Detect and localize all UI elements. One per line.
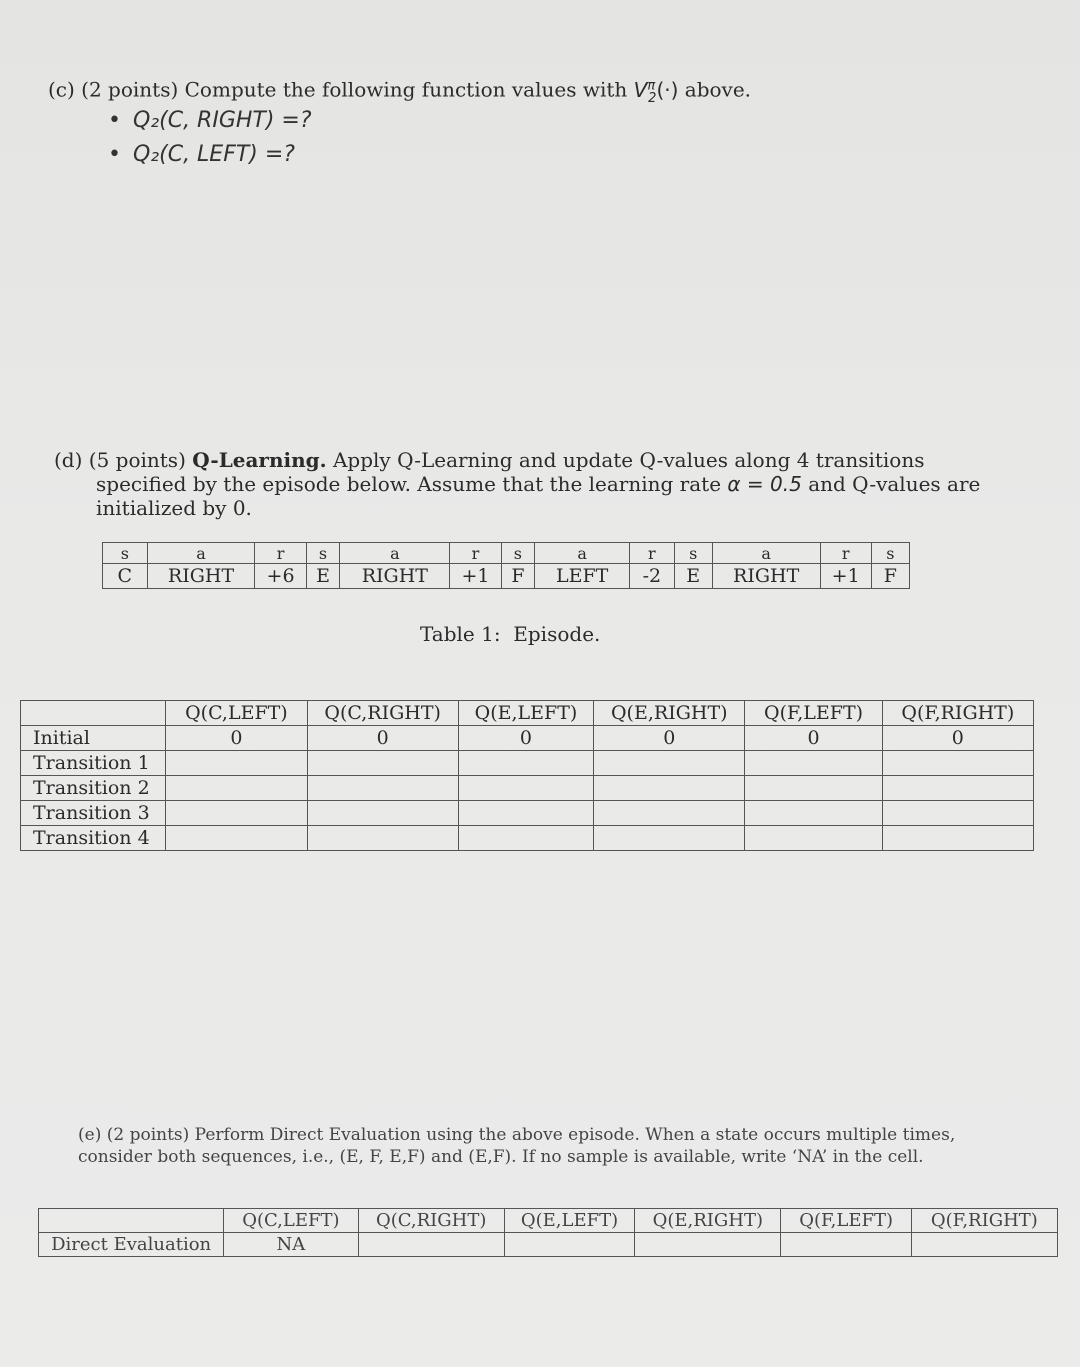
part-d-title: Q-Learning. xyxy=(192,448,327,472)
q-table-corner xyxy=(21,701,166,726)
q-table-column-header: Q(E,RIGHT) xyxy=(594,701,745,726)
episode-caption: Table 1: Episode. xyxy=(420,622,601,646)
q-table-row-label: Transition 3 xyxy=(21,801,166,826)
q-table-cell xyxy=(882,826,1033,851)
de-column-header: Q(E,RIGHT) xyxy=(635,1209,781,1233)
episode-header-cell: s xyxy=(501,543,535,564)
de-column-header: Q(F,RIGHT) xyxy=(911,1209,1057,1233)
direct-evaluation-table xyxy=(38,1208,1058,1257)
de-cell xyxy=(911,1233,1057,1257)
episode-header-cell: s xyxy=(871,543,909,564)
de-column-header: Q(F,LEFT) xyxy=(781,1209,911,1233)
q-table-cell xyxy=(882,751,1033,776)
q-table-row xyxy=(21,826,1034,851)
q-table-cell: 0 xyxy=(458,726,593,751)
episode-value-row xyxy=(103,564,910,589)
episode-value-cell: F xyxy=(501,564,535,589)
q-table-row xyxy=(21,751,1034,776)
part-c-bullets xyxy=(108,104,312,172)
q-table-cell xyxy=(745,801,882,826)
q-table-header-row xyxy=(21,701,1034,726)
q-table-cell xyxy=(307,801,458,826)
q-table-column-header: Q(E,LEFT) xyxy=(458,701,593,726)
episode-header-cell: s xyxy=(674,543,712,564)
q-table-cell xyxy=(458,751,593,776)
de-corner xyxy=(39,1209,224,1233)
q-table-row-label: Transition 2 xyxy=(21,776,166,801)
episode-header-cell: s xyxy=(103,543,148,564)
de-value-row xyxy=(39,1233,1058,1257)
q-table-row xyxy=(21,776,1034,801)
q-table-row xyxy=(21,801,1034,826)
part-d-text: Apply Q-Learning and update Q-values along 4 transitions specified by the episode below. Assume that the learning rate xyxy=(96,448,925,496)
q-table-cell xyxy=(307,776,458,801)
de-cell xyxy=(504,1233,634,1257)
episode-value-cell: +1 xyxy=(450,564,501,589)
bullet-q2-c-left: • Q₂(C, LEFT) =? xyxy=(108,138,312,172)
de-row-label: Direct Evaluation xyxy=(39,1233,224,1257)
episode-value-cell: LEFT xyxy=(535,564,630,589)
q-table-cell xyxy=(745,751,882,776)
de-cell xyxy=(635,1233,781,1257)
q-table-cell xyxy=(307,751,458,776)
q-table-cell xyxy=(882,776,1033,801)
episode-header-cell: a xyxy=(340,543,450,564)
episode-header-cell: r xyxy=(255,543,306,564)
q-table-cell: 0 xyxy=(594,726,745,751)
q-table-row-label: Transition 1 xyxy=(21,751,166,776)
q-table-cell xyxy=(307,826,458,851)
de-cell: NA xyxy=(224,1233,358,1257)
bullet-q2-c-right: • Q₂(C, RIGHT) =? xyxy=(108,104,312,138)
episode-header-cell: r xyxy=(630,543,675,564)
episode-header-cell: r xyxy=(450,543,501,564)
q-table-row xyxy=(21,726,1034,751)
part-d-text2: and Q-values are initialized by 0. xyxy=(96,472,981,520)
episode-header-cell: a xyxy=(535,543,630,564)
q-table-cell xyxy=(594,826,745,851)
part-d-question xyxy=(54,448,1014,520)
q-table-cell xyxy=(458,776,593,801)
q-table-row-label: Initial xyxy=(21,726,166,751)
q-table-cell xyxy=(166,751,307,776)
q-table-column-header: Q(F,RIGHT) xyxy=(882,701,1033,726)
q-table-cell xyxy=(166,801,307,826)
q-table-cell: 0 xyxy=(307,726,458,751)
episode-value-cell: RIGHT xyxy=(147,564,255,589)
q-table-column-header: Q(C,RIGHT) xyxy=(307,701,458,726)
episode-header-cell: a xyxy=(147,543,255,564)
q-table-cell xyxy=(166,776,307,801)
episode-header-cell: a xyxy=(712,543,820,564)
q-table-row-label: Transition 4 xyxy=(21,826,166,851)
episode-table xyxy=(102,542,910,589)
part-c-prefix: (c) (2 points) Compute the following function values with xyxy=(48,77,628,102)
episode-value-cell: E xyxy=(674,564,712,589)
q-table-cell xyxy=(458,801,593,826)
q-table-cell xyxy=(594,751,745,776)
q-value-table xyxy=(20,700,1034,851)
episode-value-cell: C xyxy=(103,564,148,589)
q-table-cell xyxy=(882,801,1033,826)
q-table-cell xyxy=(594,776,745,801)
q-table-cell: 0 xyxy=(882,726,1033,751)
q-table-column-header: Q(F,LEFT) xyxy=(745,701,882,726)
de-column-header: Q(C,LEFT) xyxy=(224,1209,358,1233)
q-table-cell: 0 xyxy=(166,726,307,751)
part-c-suffix: above. xyxy=(684,77,752,102)
episode-value-cell: E xyxy=(306,564,340,589)
part-d-prefix: (d) (5 points) xyxy=(54,448,186,472)
episode-header-row xyxy=(103,543,910,564)
learning-rate: α = 0.5 xyxy=(727,472,802,496)
episode-header-cell: s xyxy=(306,543,340,564)
episode-value-cell: +6 xyxy=(255,564,306,589)
de-column-header: Q(E,LEFT) xyxy=(504,1209,634,1233)
q-table-column-header: Q(C,LEFT) xyxy=(166,701,307,726)
q-table-cell xyxy=(458,826,593,851)
q-table-cell xyxy=(745,776,882,801)
episode-value-cell: +1 xyxy=(820,564,871,589)
de-header-row xyxy=(39,1209,1058,1233)
part-e-question xyxy=(78,1124,978,1168)
v-function: $V^\pi_2(\cdot)$ xyxy=(633,77,679,106)
de-column-header: Q(C,RIGHT) xyxy=(358,1209,504,1233)
de-cell xyxy=(358,1233,504,1257)
q-table-cell xyxy=(166,826,307,851)
de-cell xyxy=(781,1233,911,1257)
episode-value-cell: RIGHT xyxy=(712,564,820,589)
part-e-text: (e) (2 points) Perform Direct Evaluation using the above episode. When a state occurs multiple times, consider both sequences, i.e., (E, F, E,F) and (E,F). If no sample is available, write ‘NA’ in the cell. xyxy=(78,1125,956,1167)
q-table-cell: 0 xyxy=(745,726,882,751)
episode-value-cell: RIGHT xyxy=(340,564,450,589)
q-table-cell xyxy=(594,801,745,826)
episode-header-cell: r xyxy=(820,543,871,564)
q-table-cell xyxy=(745,826,882,851)
episode-value-cell: F xyxy=(871,564,909,589)
episode-value-cell: -2 xyxy=(630,564,675,589)
